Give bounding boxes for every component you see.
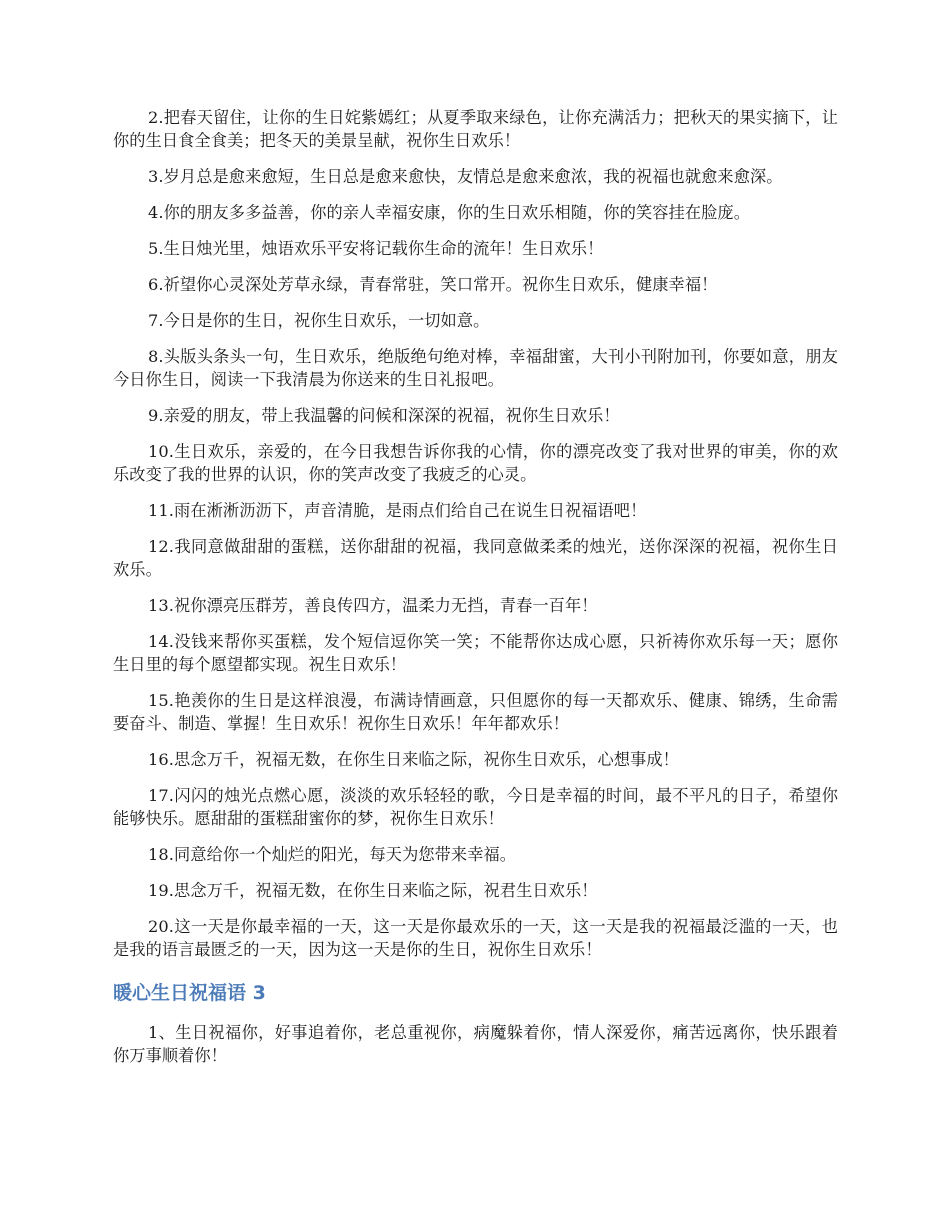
paragraph: 1、生日祝福你，好事追着你，老总重视你，病魔躲着你，情人深爱你，痛苦远离你，快乐跟着你万事顺着你！ — [113, 1023, 838, 1065]
paragraph: 19.思念万千，祝福无数，在你生日来临之际，祝君生日欢乐！ — [148, 881, 598, 900]
paragraph: 10.生日欢乐，亲爱的，在今日我想告诉你我的心情，你的漂亮改变了我对世界的审美，你的欢乐改变了我的世界的认识，你的笑声改变了我疲乏的心灵。 — [113, 442, 838, 484]
paragraph: 12.我同意做甜甜的蛋糕，送你甜甜的祝福，我同意做柔柔的烛光，送你深深的祝福，祝你生日欢乐。 — [113, 537, 838, 579]
paragraph: 4.你的朋友多多益善，你的亲人幸福安康，你的生日欢乐相随，你的笑容挂在脸庞。 — [148, 203, 750, 222]
paragraph: 9.亲爱的朋友，带上我温馨的问候和深深的祝福，祝你生日欢乐！ — [148, 406, 620, 425]
paragraph: 16.思念万千，祝福无数，在你生日来临之际，祝你生日欢乐，心想事成！ — [148, 750, 679, 769]
document-body — [113, 106, 838, 1080]
paragraph: 15.艳羡你的生日是这样浪漫，布满诗情画意，只但愿你的每一天都欢乐、健康、锦绣，生命需要奋斗、制造、掌握！生日欢乐！祝你生日欢乐！年年都欢乐！ — [113, 691, 838, 733]
section-heading: 暖心生日祝福语 3 — [113, 982, 266, 1004]
paragraph: 14.没钱来帮你买蛋糕，发个短信逗你笑一笑；不能帮你达成心愿，只祈祷你欢乐每一天；愿你生日里的每个愿望都实现。祝生日欢乐！ — [113, 632, 838, 674]
paragraph: 6.祈望你心灵深处芳草永绿，青春常驻，笑口常开。祝你生日欢乐，健康幸福！ — [148, 275, 718, 294]
paragraph: 7.今日是你的生日，祝你生日欢乐，一切如意。 — [148, 311, 490, 330]
paragraph: 3.岁月总是愈来愈短，生日总是愈来愈快，友情总是愈来愈浓，我的祝福也就愈来愈深。 — [148, 167, 783, 186]
paragraph: 13.祝你漂亮压群芳，善良传四方，温柔力无挡，青春一百年！ — [148, 596, 598, 615]
paragraph: 11.雨在淅淅沥沥下，声音清脆，是雨点们给自己在说生日祝福语吧！ — [148, 501, 647, 520]
paragraph: 5.生日烛光里，烛语欢乐平安将记载你生命的流年！生日欢乐！ — [148, 239, 604, 258]
paragraph: 17.闪闪的烛光点燃心愿，淡淡的欢乐轻轻的歌，今日是幸福的时间，最不平凡的日子，希望你能够快乐。愿甜甜的蛋糕甜蜜你的梦，祝你生日欢乐！ — [113, 786, 838, 828]
paragraph: 8.头版头条头一句，生日欢乐，绝版绝句绝对棒，幸福甜蜜，大刊小刊附加刊，你要如意，朋友今日你生日，阅读一下我清晨为你送来的生日礼报吧。 — [113, 347, 838, 389]
paragraph: 20.这一天是你最幸福的一天，这一天是你最欢乐的一天，这一天是我的祝福最泛滥的一天，也是我的语言最匮乏的一天，因为这一天是你的生日，祝你生日欢乐！ — [113, 917, 838, 959]
paragraph: 18.同意给你一个灿烂的阳光，每天为您带来幸福。 — [148, 845, 517, 864]
paragraph: 2.把春天留住，让你的生日姹紫嫣红；从夏季取来绿色，让你充满活力；把秋天的果实摘下，让你的生日食全食美；把冬天的美景呈献，祝你生日欢乐！ — [113, 108, 838, 150]
